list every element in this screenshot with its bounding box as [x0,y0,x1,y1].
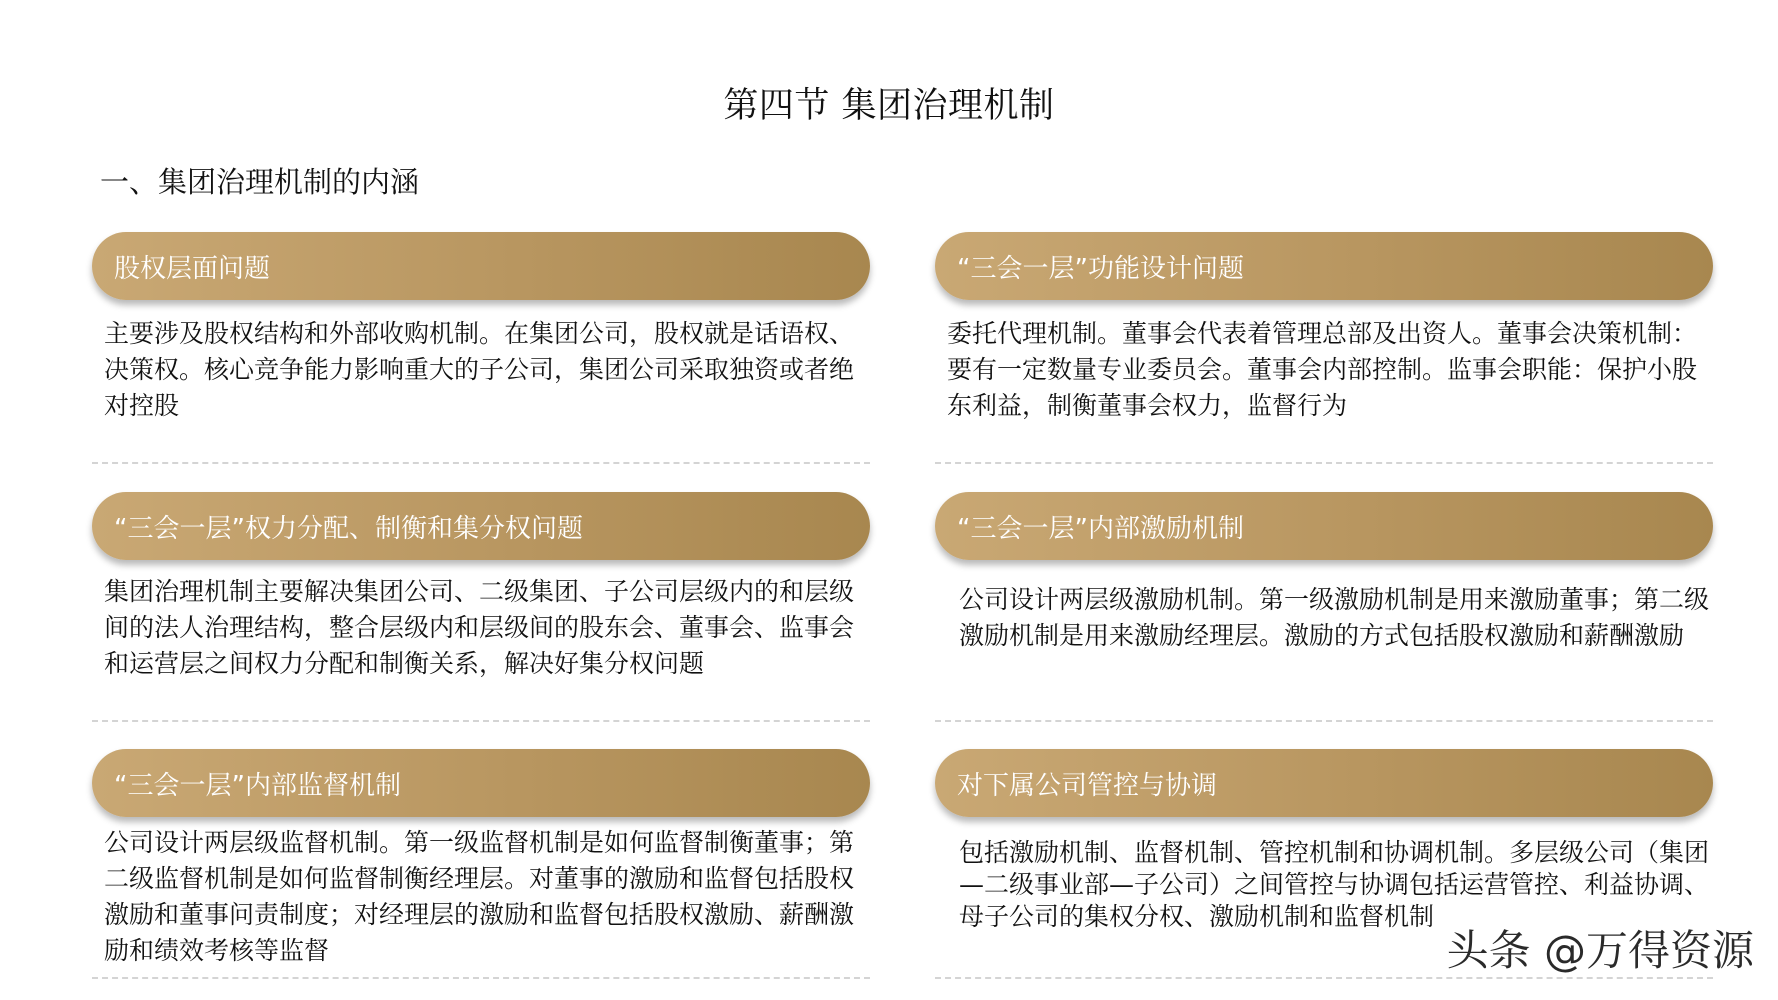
card-header-pill [92,492,870,560]
card-header-pill [92,232,870,300]
card-header-label: “三会一层”内部监督机制 [114,771,401,801]
page-title: 第四节 集团治理机制 [723,86,1055,126]
card-header-pill [935,492,1713,560]
card-body-text: 公司设计两层级激励机制。第一级激励机制是用来激励董事；第二级激励机制是用来激励经理层。激励的方式包括股权激励和薪酬激励 [959,585,1710,650]
card-body-text: 主要涉及股权结构和外部收购机制。在集团公司，股权就是话语权、决策权。核心竞争能力影响重大的子公司，集团公司采取独资或者绝对控股 [104,319,855,420]
card-divider [935,462,1713,464]
card-header-label: 股权层面问题 [114,254,271,284]
card-body-text: 包括激励机制、监督机制、管控机制和协调机制。多层级公司（集团—二级事业部—子公司）之间管控与协调包括运营管控、利益协调、母子公司的集权分权、激励机制和监督机制 [959,838,1710,931]
card-header-pill [935,232,1713,300]
card-header-pill [935,749,1713,817]
card-header-label: “三会一层”权力分配、制衡和集分权问题 [114,514,583,544]
section-heading: 一、集团治理机制的内涵 [100,165,420,199]
card-body-text: 集团治理机制主要解决集团公司、二级集团、子公司层级内的和层级间的法人治理结构，整合层级内和层级间的股东会、董事会、监事会和运营层之间权力分配和制衡关系，解决好集分权问题 [104,577,855,678]
card-divider [92,977,870,979]
card-header-label: “三会一层”内部激励机制 [957,514,1244,544]
card-divider [935,720,1713,722]
card-divider [92,462,870,464]
card-header-label: “三会一层”功能设计问题 [957,254,1244,284]
watermark-text: 头条 @万得资源 [1446,926,1754,975]
card-body-text: 委托代理机制。董事会代表着管理总部及出资人。董事会决策机制：要有一定数量专业委员会。董事会内部控制。监事会职能：保护小股东利益，制衡董事会权力，监督行为 [947,319,1698,420]
card-header-label: 对下属公司管控与协调 [957,771,1218,801]
card-divider [92,720,870,722]
card-body-text: 公司设计两层级监督机制。第一级监督机制是如何监督制衡董事；第二级监督机制是如何监督制衡经理层。对董事的激励和监督包括股权激励和董事问责制度；对经理层的激励和监督包括股权激励、薪酬激励和绩效考核等监督 [104,828,855,965]
card-header-pill [92,749,870,817]
